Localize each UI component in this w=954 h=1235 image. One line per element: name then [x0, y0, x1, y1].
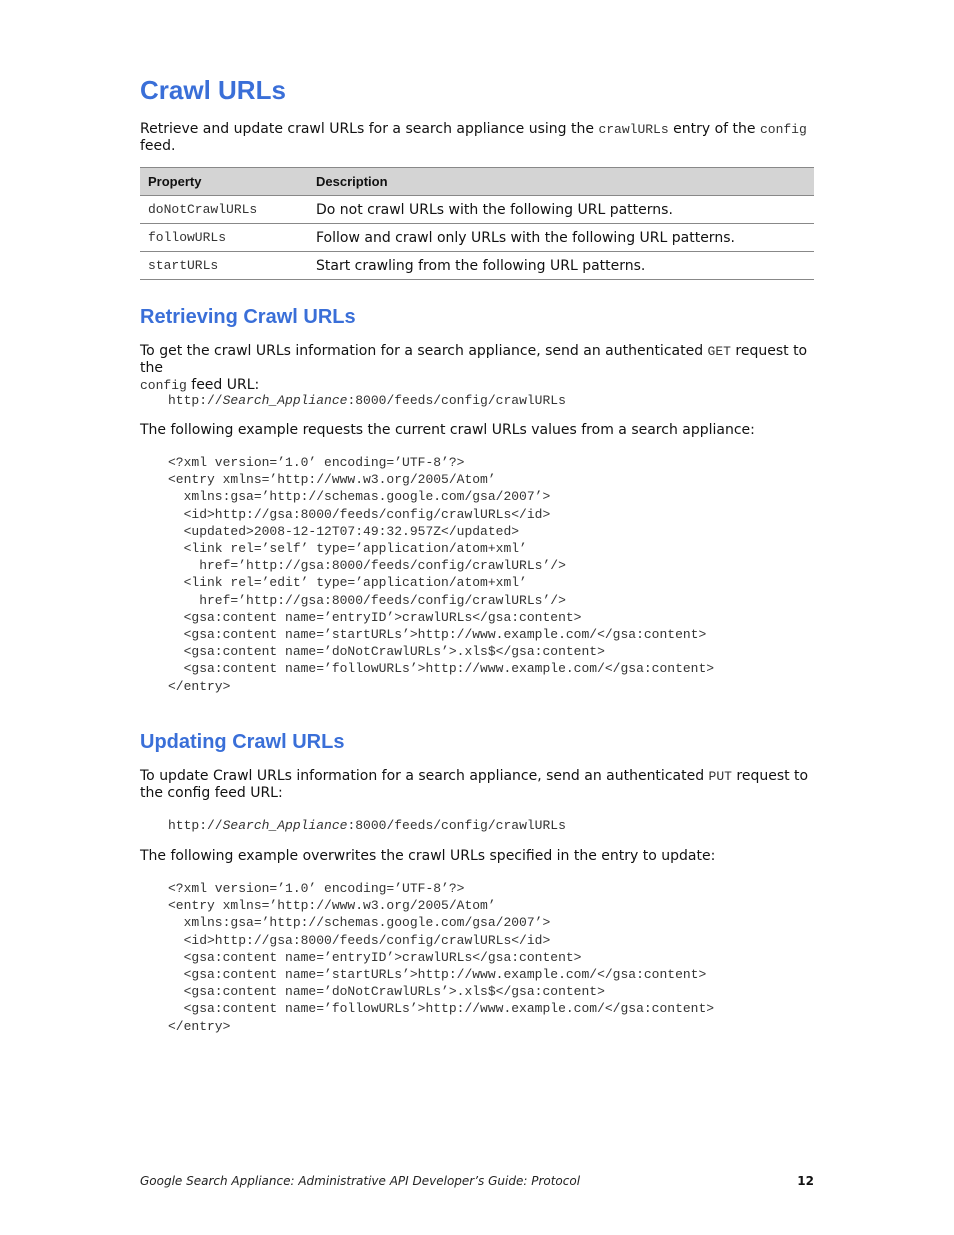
table-row	[140, 252, 814, 280]
intro-text: entry of the	[668, 121, 760, 137]
retrieving-example-text: The following example requests the current crawl URLs values from a search appliance:	[140, 422, 755, 438]
table-cell-description: Do not crawl URLs with the following URL patterns.	[308, 196, 814, 224]
footer-document-title: Google Search Appliance: Administrative API Developer’s Guide: Protocol	[140, 1174, 581, 1188]
table-header-row	[140, 168, 814, 196]
retrieving-example-code: <?xml version=’1.0’ encoding=’UTF-8’?> <entry xmlns=’http://www.w3.org/2005/Atom’ xmlns:gsa=’http://schemas.google.com/gsa/2007’> <id>http://gsa:8000/feeds/config/crawlURLs</id> <updated>2008-12-12T07:49:32.957Z</updated> <link rel=’self’ type=’application/atom+xml’ href=’http://gsa:8000/feeds/config/crawlURLs’/> <link rel=’edit’ type=’application/atom+xml’ href=’http://gsa:8000/feeds/config/crawlURLs’/> <gsa:content name=’entryID’>crawlURLs</gsa:content> <gsa:content name=’startURLs’>http://www.example.com/</gsa:content> <gsa:content name=’doNotCrawlURLs’>.xls$</gsa:content> <gsa:content name=’followURLs’>http://www.example.com/</gsa:content> </entry>	[168, 455, 715, 694]
retrieving-code-get: GET	[707, 344, 731, 359]
intro-code-crawlurls: crawlURLs	[598, 122, 669, 137]
property-table	[140, 167, 814, 280]
table-cell-property: followURLs	[140, 224, 308, 252]
retrieving-text: request to the	[140, 343, 808, 376]
page-title: Crawl URLs	[140, 75, 286, 105]
table-cell-property: doNotCrawlURLs	[140, 196, 308, 224]
url-suffix: :8000/feeds/config/crawlURLs	[347, 393, 566, 408]
table-header-description: Description	[308, 168, 814, 196]
table-row	[140, 196, 814, 224]
table-cell-description: Start crawling from the following URL patterns.	[308, 252, 814, 280]
table-row	[140, 224, 814, 252]
retrieving-text: To get the crawl URLs information for a search appliance, send an authenticated	[140, 343, 708, 359]
updating-text: request to the config feed URL:	[140, 768, 809, 801]
retrieving-code-config: config	[140, 378, 187, 393]
table-header-property: Property	[140, 168, 308, 196]
updating-paragraph	[140, 768, 814, 802]
updating-code-put: PUT	[708, 769, 732, 784]
updating-feed-url	[168, 817, 566, 834]
url-prefix: http://	[168, 393, 223, 408]
url-prefix: http://	[168, 818, 223, 833]
updating-example-text: The following example overwrites the crawl URLs specified in the entry to update:	[140, 848, 716, 864]
table-cell-description: Follow and crawl only URLs with the following URL patterns.	[308, 224, 814, 252]
intro-text: feed.	[140, 138, 176, 154]
table-cell-property: startURLs	[140, 252, 308, 280]
updating-text: To update Crawl URLs information for a search appliance, send an authenticated	[140, 768, 709, 784]
url-suffix: :8000/feeds/config/crawlURLs	[347, 818, 566, 833]
section-heading-retrieving: Retrieving Crawl URLs	[140, 306, 356, 328]
intro-code-config: config	[759, 122, 807, 137]
url-placeholder: Search_Appliance	[222, 393, 348, 408]
section-heading-updating: Updating Crawl URLs	[140, 731, 345, 753]
url-placeholder: Search_Appliance	[222, 818, 348, 833]
footer-page-number: 12	[797, 1174, 814, 1188]
intro-text: Retrieve and update crawl URLs for a search appliance using the	[140, 121, 599, 137]
retrieving-feed-url	[168, 392, 566, 409]
updating-example-code: <?xml version=’1.0’ encoding=’UTF-8’?> <entry xmlns=’http://www.w3.org/2005/Atom’ xmlns:gsa=’http://schemas.google.com/gsa/2007’> <id>http://gsa:8000/feeds/config/crawlURLs</id> <gsa:content name=’entryID’>crawlURLs</gsa:content> <gsa:content name=’startURLs’>http://www.example.com/</gsa:content> <gsa:content name=’doNotCrawlURLs’>.xls$</gsa:content> <gsa:content name=’followURLs’>http://www.example.com/</gsa:content> </entry>	[168, 881, 715, 1034]
intro-paragraph	[140, 121, 814, 155]
retrieving-paragraph	[140, 343, 814, 394]
retrieving-text: feed URL:	[186, 377, 260, 393]
